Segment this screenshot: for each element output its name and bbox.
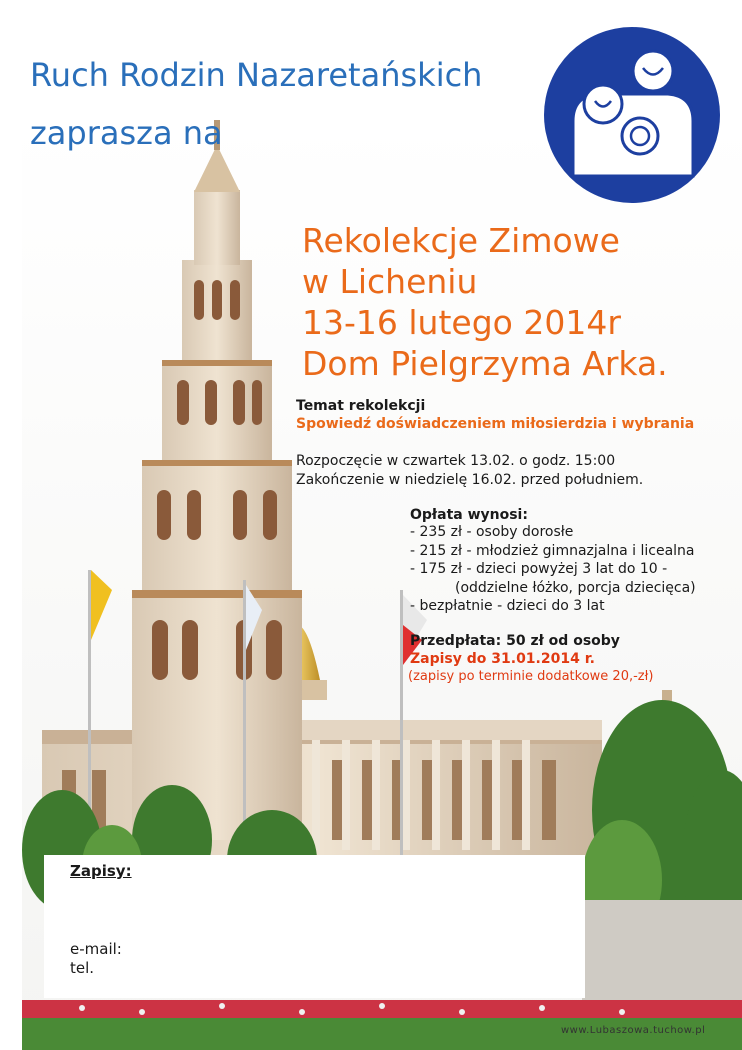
event-venue: Dom Pielgrzyma Arka. (302, 344, 668, 383)
fee-item-note: (oddzielne łóżko, porcja dziecięca) (455, 580, 696, 596)
email-label: e-mail: (70, 940, 122, 958)
fee-item: - bezpłatnie - dzieci do 3 lat (410, 598, 605, 614)
prepayment-text: Przedpłata: 50 zł od osoby (410, 633, 620, 649)
schedule-end: Zakończenie w niedzielę 16.02. przed południem. (296, 472, 644, 488)
photo-credit: www.Lubaszowa.tuchow.pl (561, 1025, 706, 1036)
event-dates: 13-16 lutego 2014r (302, 303, 621, 342)
organization-title: Ruch Rodzin Nazaretańskich (30, 56, 483, 94)
topic-heading: Temat rekolekcji (296, 398, 426, 414)
schedule-start: Rozpoczęcie w czwartek 13.02. o godz. 15:00 (296, 453, 616, 469)
signup-deadline: Zapisy do 31.01.2014 r. (410, 651, 595, 667)
late-fee-note: (zapisy po terminie dodatkowe 20,-zł) (408, 669, 654, 684)
invitation-subtitle: zaprasza na (30, 114, 223, 152)
phone-label: tel. (70, 959, 95, 977)
fee-item: - 175 zł - dzieci powyżej 3 lat do 10 - (410, 561, 668, 577)
signup-box-label: Zapisy: (70, 862, 132, 880)
event-location: w Licheniu (302, 262, 478, 301)
topic-text: Spowiedź doświadczeniem miłosierdzia i wybrania (296, 416, 695, 432)
fee-item: - 235 zł - osoby dorosłe (410, 524, 574, 540)
holy-family-logo (543, 26, 721, 204)
fees-heading: Opłata wynosi: (410, 507, 528, 523)
event-title: Rekolekcje Zimowe (302, 221, 620, 260)
fee-item: - 215 zł - młodzież gimnazjalna i licealna (410, 543, 695, 559)
